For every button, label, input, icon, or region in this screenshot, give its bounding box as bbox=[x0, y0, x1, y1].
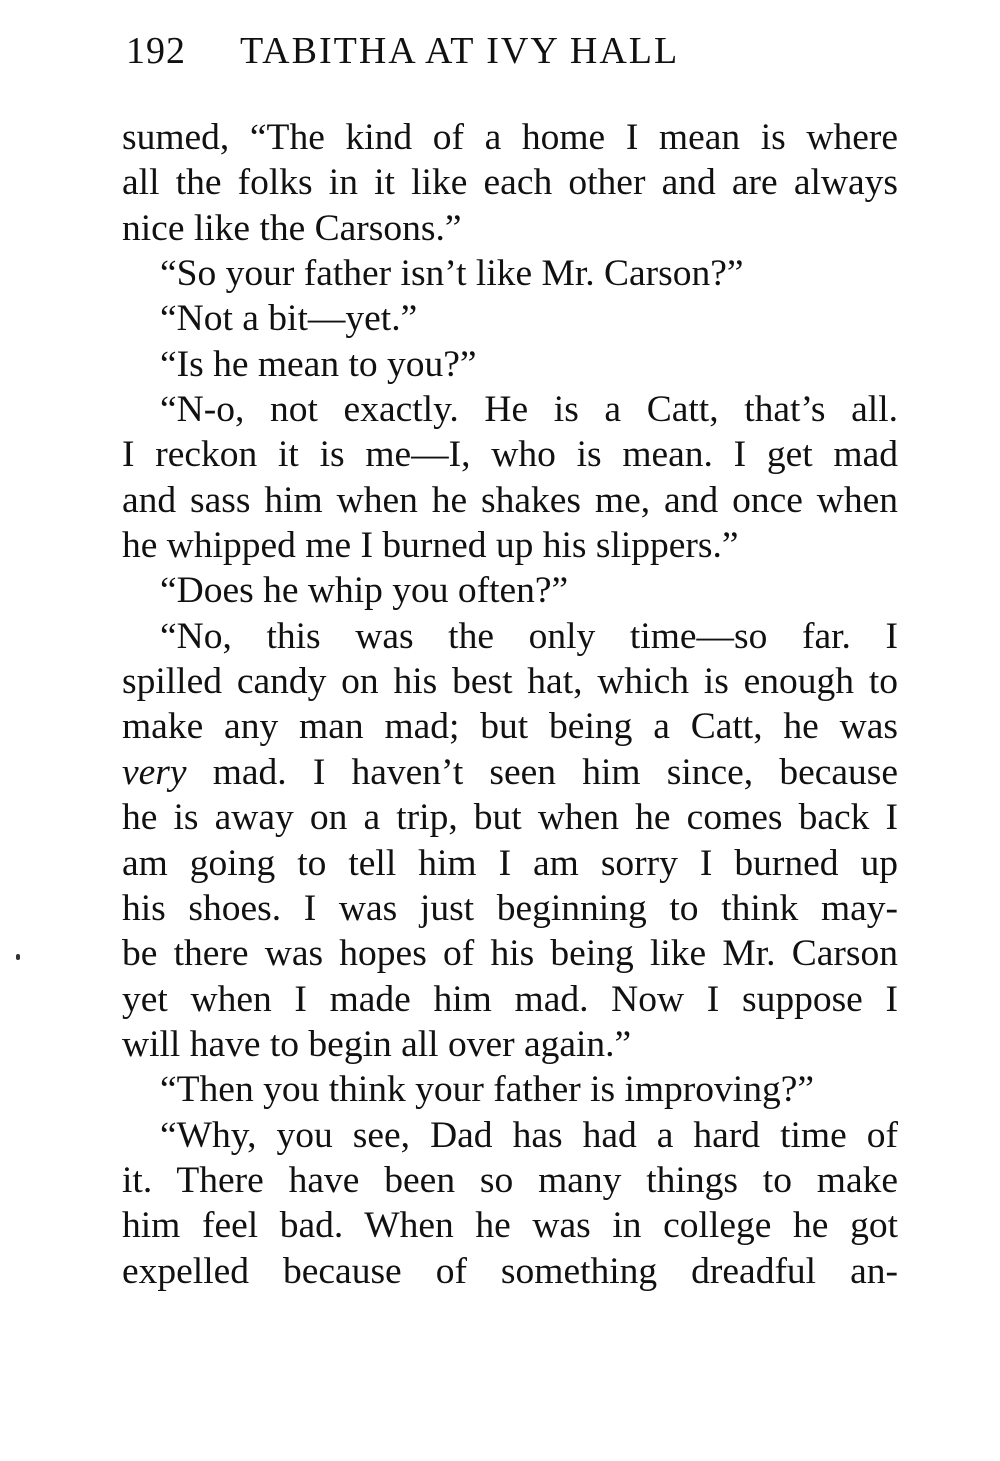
text-line: “Then you think your father is improving?” bbox=[160, 1069, 814, 1111]
emphasized-word: very bbox=[122, 751, 187, 793]
text-line: “Does he whip you often?” bbox=[160, 570, 569, 612]
text-segment: mad. I haven’t seen him since, because bbox=[186, 751, 898, 793]
body-text bbox=[122, 115, 898, 1294]
text-line: will have to begin all over again.” bbox=[122, 1023, 632, 1065]
text-line: spilled candy on his best hat, which is enough to bbox=[122, 661, 898, 703]
text-line: “Not a bit—yet.” bbox=[160, 298, 418, 340]
page-number: 192 bbox=[126, 30, 186, 72]
text-line: it. There have been so many things to make bbox=[122, 1159, 898, 1201]
text-line-with-emphasis bbox=[122, 750, 898, 795]
text-line: yet when I made him mad. Now I suppose I bbox=[122, 978, 898, 1020]
text-line: “No, this was the only time—so far. I bbox=[160, 615, 898, 657]
text-line: make any man mad; but being a Catt, he was bbox=[122, 706, 898, 748]
text-line: “Why, you see, Dad has had a hard time of bbox=[160, 1114, 898, 1156]
running-header bbox=[126, 26, 886, 76]
text-line: be there was hopes of his being like Mr. Carson bbox=[122, 933, 898, 975]
scan-speck bbox=[16, 954, 20, 960]
text-line: “Is he mean to you?” bbox=[160, 343, 477, 385]
text-line: sumed, “The kind of a home I mean is where bbox=[122, 117, 898, 158]
text-line: expelled because of something dreadful an- bbox=[122, 1250, 898, 1292]
text-line: all the folks in it like each other and are always bbox=[122, 162, 898, 204]
text-line: “N-o, not exactly. He is a Catt, that’s all. bbox=[160, 389, 898, 431]
text-line: he is away on a trip, but when he comes back I bbox=[122, 797, 898, 839]
text-line: and sass him when he shakes me, and once when bbox=[122, 479, 898, 521]
running-title: TABITHA AT IVY HALL bbox=[240, 30, 680, 72]
text-line: am going to tell him I am sorry I burned up bbox=[122, 842, 898, 884]
text-line: “So your father isn’t like Mr. Carson?” bbox=[160, 253, 744, 295]
text-line: him feel bad. When he was in college he got bbox=[122, 1205, 898, 1247]
text-line: his shoes. I was just beginning to think may- bbox=[122, 887, 898, 929]
text-line: nice like the Carsons.” bbox=[122, 207, 462, 249]
text-line: he whipped me I burned up his slippers.” bbox=[122, 525, 739, 567]
text-line: I reckon it is me—I, who is mean. I get mad bbox=[122, 434, 898, 476]
